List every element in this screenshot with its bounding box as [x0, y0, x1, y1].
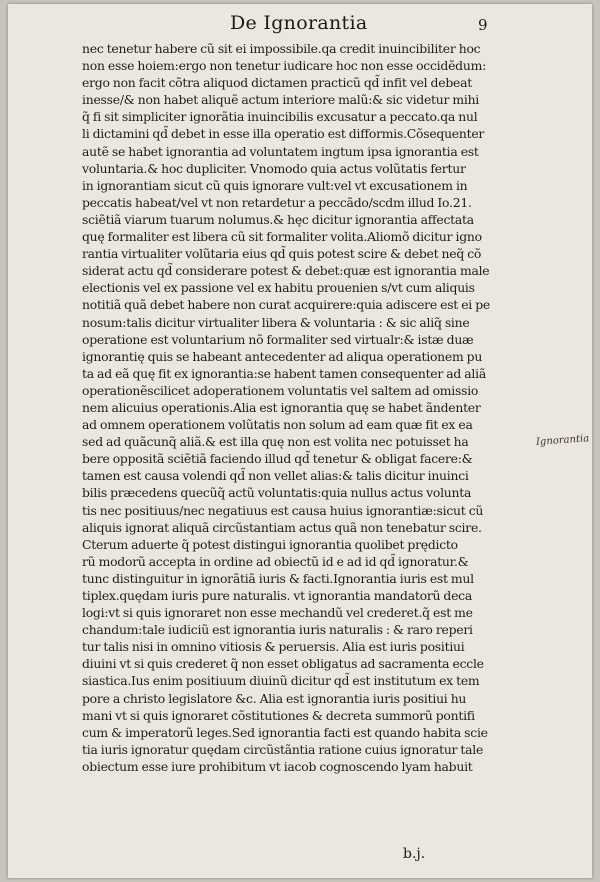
text-line: tur talis nisi in omnino vitiosis & peruersis. Alia est iuris positiui: [82, 639, 465, 655]
text-line: Cterum aduerte q̃ potest distingui ignorantia quolibet prędicto: [82, 536, 458, 552]
page-number: 9: [478, 16, 488, 34]
text-line: quę formaliter est libera cũ sit formaliter volita.Aliomõ dicitur igno: [82, 229, 482, 245]
text-line: obiectum esse iure prohibitum vt iacob cognoscendo lyam habuit: [82, 758, 473, 774]
text-line: sed ad quãcunq̃ aliã.& est illa quę non est volita nec potuisset ha: [82, 434, 469, 450]
text-line: nec tenetur habere cũ sit ei impossibile.qa credit inuincibiliter hoc: [82, 41, 481, 56]
text-line: peccatis habeat/vel vt non retardetur a peccãdo/scdm illud Io.21.: [82, 194, 472, 210]
text-line: ta ad eã quę fit ex ignorantia:se habent tamen consequenter ad aliã: [82, 365, 486, 381]
text-line: siderat actu qd̃ considerare potest & debet:quæ est ignorantia male: [82, 263, 490, 279]
body-text: [82, 40, 528, 775]
text-line: nem alicuius operationis.Alia est ignorantia quę se habet ãndenter: [82, 399, 481, 415]
text-line: notitiã quã debet habere non curat acquirere:quia adiscere est ei pe: [82, 297, 490, 313]
text-line: tia iuris ignoratur quędam circũstãntia ratione cuius ignoratur tale: [82, 741, 484, 757]
text-line: bilis præcedens quecũq̃ actũ voluntatis:quia nullus actus volunta: [82, 485, 472, 501]
text-line: chandum:tale iudiciũ est ignorantia iuris naturalis : & raro reperi: [82, 622, 473, 638]
book-page: [8, 4, 592, 878]
text-line: in ignorantiam sicut cũ quis ignorare vult:vel vt excusationem in: [82, 177, 468, 193]
text-line: ad omnem operationem volũtatis non solum ad eam quæ fit ex ea: [82, 417, 473, 433]
text-line: ignorantię quis se habeant antecedenter ad aliqua operationem pu: [82, 348, 483, 364]
text-line: bere oppositã sciẽtiã faciendo illud qd̃ tenetur & obligat facere:&: [82, 451, 473, 467]
text-line: pore a christo legislatore &c. Alia est ignorantia iuris positiui hu: [82, 690, 467, 706]
text-line: autẽ se habet ignorantia ad voluntatem ingtum ipsa ignorantia est: [82, 143, 479, 159]
text-line: aliquis ignorat aliquã circũstantiam actus quã non tenebatur scire.: [82, 519, 482, 535]
text-line: inesse/& non habet aliquẽ actum interiore malũ:& sic videtur mihi: [82, 92, 480, 108]
page-header: [8, 10, 592, 38]
text-line: electionis vel ex passione vel ex habitu prouenien s/vt cum aliquis: [82, 280, 475, 296]
text-line: diuini vt si quis crederet q̃ non esset obligatus ad sacramenta eccle: [82, 656, 484, 672]
text-line: logi:vt si quis ignoraret non esse mechandũ vel crederet.q̃ est me: [82, 605, 473, 621]
signature-mark: b.j.: [403, 846, 426, 862]
text-line: cum & imperatorũ leges.Sed ignorantia facti est quando habita scie: [82, 724, 488, 740]
text-line: rũ modorũ accepta in ordine ad obiectũ id e ad id qd̃ ignoratur.&: [82, 553, 469, 569]
text-line: non esse hoiem:ergo non tenetur iudicare hoc non esse occidẽdum:: [82, 58, 486, 74]
text-line: siastica.Ius enim positiuum diuinũ dicitur qd̃ est institutum ex tem: [82, 673, 480, 689]
text-line: voluntaria.& hoc dupliciter. Vnomodo quia actus volũtatis fertur: [82, 160, 466, 176]
text-line: sciẽtiã viarum tuarum nolumus.& hęc dicitur ignorantia affectata: [82, 211, 474, 227]
text-line: operationẽscilicet adoperationem voluntatis vel saltem ad omissio: [82, 382, 479, 398]
running-title: De Ignorantia: [230, 12, 368, 34]
text-line: tunc distinguitur in ignorãtiã iuris & facti.Ignorantia iuris est mul: [82, 570, 474, 586]
text-line: rantia virtualiter volũtaria eius qd̃ quis potest scire & debet neq̃ cõ: [82, 246, 482, 262]
text-line: li dictamini qd̃ debet in esse illa operatio est difformis.Cõsequenter: [82, 126, 485, 142]
text-line: tis nec positiuus/nec negatiuus est causa huius ignorantiæ:sicut cũ: [82, 502, 484, 518]
text-line: q̃ fi sit simpliciter ignorãtia inuincibilis excusatur a peccato.qa nul: [82, 109, 478, 125]
margin-annotation: Ignorantia: [535, 433, 590, 448]
text-line: nosum:talis dicitur virtualiter libera & voluntaria : & sic aliq̃ sine: [82, 314, 470, 330]
text-line: mani vt si quis ignoraret cõstitutiones & decreta summorũ pontifi: [82, 707, 475, 723]
text-line: tamen est causa volendi qd̃ non vellet alias:& talis dicitur inuinci: [82, 468, 469, 484]
text-line: tiplex.quędam iuris pure naturalis. vt ignorantia mandatorũ deca: [82, 588, 472, 603]
text-line: ergo non facit cõtra aliquod dictamen practicũ qd̃ infit vel debeat: [82, 75, 472, 91]
text-line: operatione est voluntarium nõ formaliter sed virtualr:& istæ duæ: [82, 331, 474, 347]
